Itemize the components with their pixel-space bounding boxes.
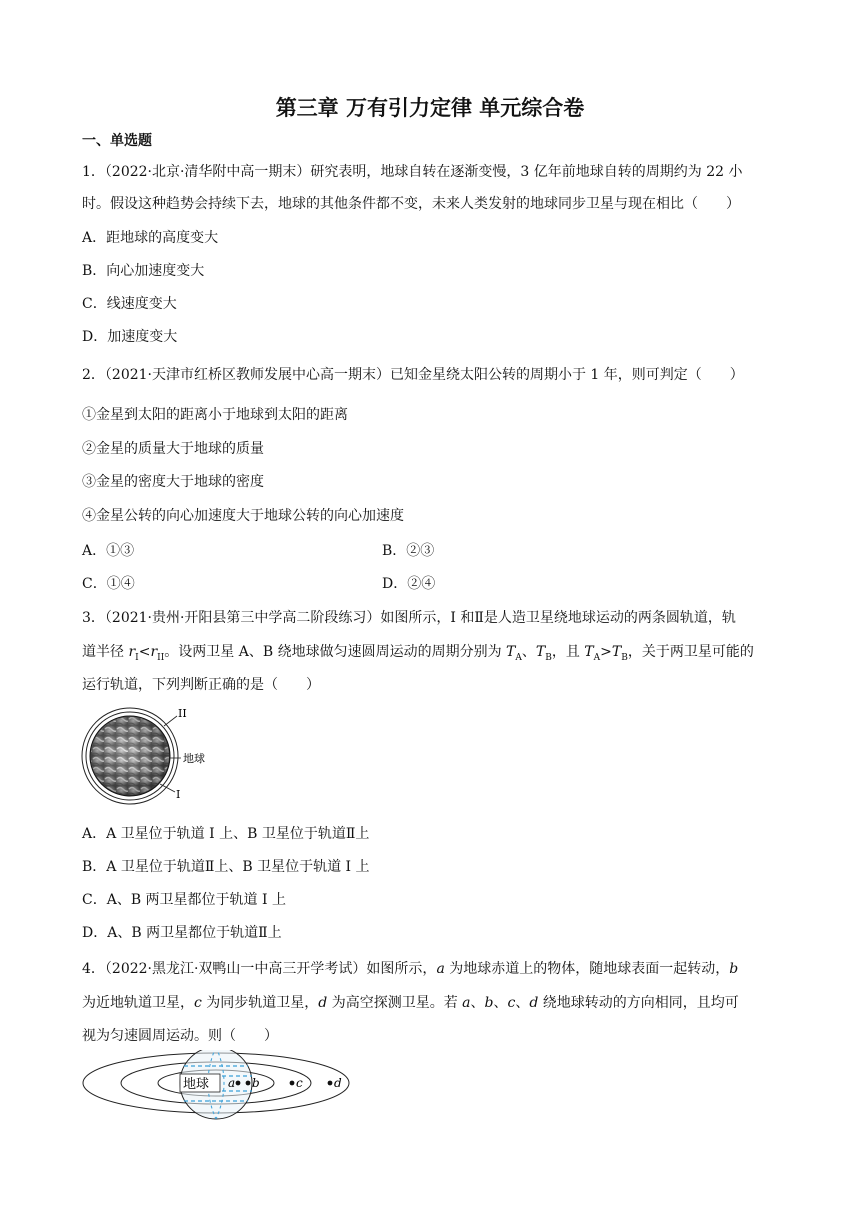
q1-stem-line1: 1．（2022·北京·清华附中高一期末）研究表明，地球自转在逐渐变慢，3 亿年前地球自转的周期约为 22 小 [82,164,743,180]
label-orbit-ii: II [178,707,187,720]
label-d: d [334,1076,342,1090]
point-b [246,1081,251,1086]
q2-item-2: ②金星的质量大于地球的质量 [82,441,264,457]
point-d [328,1081,333,1086]
q2-option-a: A．①③ [82,543,135,559]
orbit-diagram-satellites [80,1050,370,1120]
q2-option-c: C．①④ [82,576,135,592]
q2-item-4: ④金星公转的向心加速度大于地球公转的向心加速度 [82,508,404,524]
q3-option-a: A．A 卫星位于轨道 I 上、B 卫星位于轨道Ⅱ上 [82,826,370,842]
q1-option-b: B．向心加速度变大 [82,263,205,279]
q1-stem-line2: 时。假设这种趋势会持续下去，地球的其他条件都不变，未来人类发射的地球同步卫星与现在相比（ ） [82,196,740,212]
q3-option-b: B．A 卫星位于轨道Ⅱ上、B 卫星位于轨道 I 上 [82,859,370,875]
orbit-diagram-earth [80,706,220,806]
q3-stem-line2: 道半径 $r_I<r_{II}$。设两卫星 A、B 绕地球做匀速圆周运动的周期分别为 $T_A$、$T_B$，且 $T_A>T_B$，关于两卫星可能的 [82,644,754,663]
label-a: a [228,1076,236,1090]
label-orbit-i: I [176,788,181,801]
q4-stem-line3: 视为匀速圆周运动。则（ ） [82,1028,278,1044]
q3-stem-line1: 3．（2021·贵州·开阳县第三中学高二阶段练习）如图所示，I 和Ⅱ是人造卫星绕地球运动的两条圆轨道，轨 [82,610,736,626]
q1-option-d: D．加速度变大 [82,329,178,345]
label-c: c [296,1076,303,1090]
q3-option-c: C．A、B 两卫星都位于轨道 I 上 [82,892,286,908]
q3-option-d: D．A、B 两卫星都位于轨道Ⅱ上 [82,925,282,941]
label-earth: 地球 [183,1077,210,1092]
label-earth: 地球 [183,752,205,765]
q2-option-d: D．②④ [382,576,436,592]
q2-stem-line1: 2．（2021·天津市红桥区教师发展中心高一期末）已知金星绕太阳公转的周期小于 1 年，则可判定（ ） [82,367,744,383]
q4-stem-line2: 为近地轨道卫星，c 为同步轨道卫星，d 为高空探测卫星。若 a、b、c、d 绕地球转动的方向相同，且均可 [82,995,739,1011]
q2-item-1: ①金星到太阳的距离小于地球到太阳的距离 [82,407,348,423]
q1-option-c: C．线速度变大 [82,296,177,312]
point-a [236,1081,241,1086]
label-b: b [252,1076,260,1090]
q1-option-a: A．距地球的高度变大 [82,230,219,246]
page-title: 第三章 万有引力定律 单元综合卷 [275,96,585,120]
q4-stem-line1: 4．（2022·黑龙江·双鸭山一中高三开学考试）如图所示，a 为地球赤道上的物体，随地球表面一起转动，b [82,961,739,977]
point-c [290,1081,295,1086]
q2-option-b: B．②③ [382,543,435,559]
q3-stem-line3: 运行轨道，下列判断正确的是（ ） [82,677,320,693]
section-heading: 一、单选题 [82,133,152,149]
q2-item-3: ③金星的密度大于地球的密度 [82,474,264,490]
